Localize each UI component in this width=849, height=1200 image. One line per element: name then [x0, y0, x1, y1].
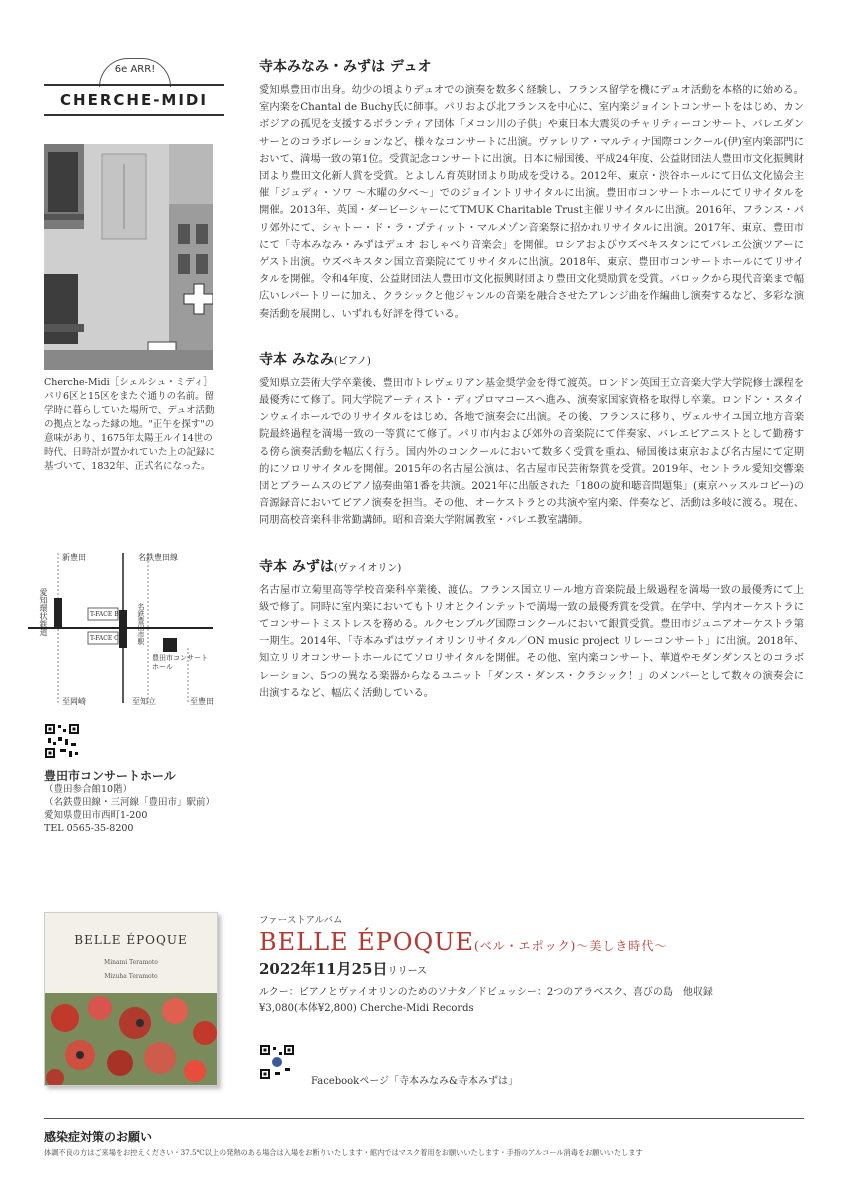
section-heading: 寺本みなみ・みずは デュオ: [259, 59, 432, 75]
map-label-meitetsu: 名鉄豊田線: [138, 553, 178, 562]
facebook-page-label: Facebookページ「寺本みなみ&寺本みずは」: [311, 1076, 518, 1087]
notice-heading: 感染症対策のお願い: [44, 1130, 153, 1144]
venue-name: 豊田市コンサートホール: [44, 769, 176, 783]
minami-section: [259, 349, 804, 530]
album-cover: [44, 912, 218, 1086]
album-title: BELLE ÉPOQUE(ベル・エポック)～美しき時代～: [259, 928, 668, 956]
album-cover-artist-1: Minami Teramoto: [104, 959, 158, 966]
logo-badge: 6e ARR!: [99, 58, 171, 87]
street-photo: [44, 144, 213, 370]
album-price: ¥3,080(本体¥2,800) Cherche-Midi Records: [259, 1003, 474, 1014]
section-body: 愛知県豊田市出身。幼少の頃よりデュオでの演奏を数多く経験し、フランス留学を機にデュオ活動を本格的に始める。室内楽をChantal de Buchy氏に師事。パリおよび北フランスを中心に、室内楽ジョイントコンサートをはじめ、カンボジアの孤児を支援するボランティア団体「メコン川の子供」や東日本大震災のチャリティーコンサート、バレエダンサーとのコラボレーションなど、様々なコンサートに出演。ヴァレリア・マルティナ国際コンクール(伊)室内楽部門において、満場一致の第1位。受賞記念コンサートに出演。日本に帰国後、平成24年度、公益財団法人豊田市文化振興財団より豊田文化新人賞を受賞。とよしん育英財団より助成を受ける。2012年、東京・渋谷ホールにて日仏文化協会主催「ジュディ・ソワ ～木曜の夕べ～」でのジョイントリサイタルに出演。豊田市コンサートホールにてリサイタルを開催。2013年、英国・ダービーシャーにてTMUK Charitable Trust主催リサイタルに出演。2016年、フランス・パリ郊外にて、シャトー・ド・ラ・プティット・マルメゾン音楽祭に招かれリサイタルに出演。2017年、東京、豊田市にて「寺本みなみ・みずはデュオ おしゃべり音楽会」を開催。ロシアおよびウズベキスタンにてバレエ公演ツアーにゲスト出演。ウズベキスタン国立音楽院にてリサイタルに出演。2018年、東京、豊田市コンサートホールにてリサイタルを開催。令和4年度、公益財団法人豊田市文化振興財団より豊田文化奨励賞を受賞。バロックから現代音楽まで幅広いレパートリーに加え、クラシックと他ジャンルの音楽を融合させたアレンジ曲を作編曲し演奏するなど、多彩な演奏活動を展開し、いずれも好評を得ている。: [259, 84, 804, 320]
map-label-shintoyota: 新豊田: [62, 553, 86, 562]
map-label-concert-hall: 豊田市コンサートホール: [152, 654, 208, 671]
map-label-tface-b: T-FACE B: [90, 611, 119, 618]
album-tracks: ルクー：ピアノとヴァイオリンのためのソナタ／ドビュッシー：2つのアラベスク、喜びの島 他収録: [259, 987, 713, 998]
release-date: 2022年11月25日リリース: [259, 960, 427, 978]
map-label-tface-c: T-FACE C: [90, 635, 119, 642]
venue-info: [44, 770, 229, 835]
map-label-chiryu: 至知立: [132, 697, 156, 706]
section-body: 愛知県立芸術大学卒業後、豊田市トレヴェリアン基金奨学金を得て渡英。ロンドン英国王立音楽大学大学院修士課程を最優秀にて修了。同大学院アーティスト・ディプロマコースへ進み、演奏家国家資格を取得し卒業。ロンドン・スタインウェイホールでのリサイタルをはじめ、各地で演奏会に出演。その後、フランスに移り、ヴェルサイユ国立地方音楽院最終過程を満場一致の一等賞にて修了。パリ市内および郊外の音楽院にて伴奏家、バレエピアニストとして勤務する傍ら演奏活動を幅広く行う。国内外のコンクールにおいて数多く受賞を重ね、帰国後は東京および名古屋にて定期的にソロリサイタルを開催。2015年の名古屋公演は、名古屋市民芸術祭賞を受賞。2019年、セントラル愛知交響楽団とブラームスのピアノ協奏曲第1番を共演。2021年に出版された「180の旋和聴音問題集」(東京ハッスルコピー)の音源録音においてピアノ演奏を担当。その他、オーケストラとの共演や室内楽、伴奏など、活動は多岐に渡る。現在、同朋高校音楽科非常勤講師。昭和音楽大学附属教室・バレエ教室講師。: [259, 376, 804, 527]
album-cover-title: BELLE ÉPOQUE: [74, 933, 188, 947]
album-info: [259, 912, 804, 1017]
section-heading: 寺本 みずは(ヴァイオリン): [259, 558, 402, 575]
map-label-aikan: 愛知環状鉄道: [39, 588, 48, 636]
venue-address: 愛知県豊田市西町1-200: [44, 810, 148, 821]
logo-name: CHERCHE-MIDI: [44, 84, 224, 116]
duo-section: [259, 56, 804, 323]
venue-qr-code[interactable]: [44, 723, 80, 763]
venue-access: （名鉄豊田線・三河線「豊田市」駅前）: [44, 797, 216, 808]
map-label-toyota: 至豊田: [190, 697, 214, 706]
notice-divider: [44, 1118, 804, 1119]
street-photo-drawing: [44, 144, 213, 370]
section-body: 名古屋市立菊里高等学校音楽科卒業後、渡仏。フランス国立リール地方音楽院最上級過程を満場一致の最優秀にて上級で修了。同時に室内楽においてもトリオとクインテットで満場一致の最優秀賞を受賞。在学中、学内オーケストラにてコンサートミストレスを務める。ルクセンブルグ国際コンクールにおいて銀賞受賞。豊田市ジュニアオーケストラ第一期生。2014年、「寺本みずはヴァイオリンリサイタル／ON music project リレーコンサート」に出演。2018年、知立リリオコンサートホールにてソロリサイタルを開催。その他、室内楽コンサート、華道やモダンダンスとのコラボレーション、5つの異なる楽器からなるユニット「ダンス・ダンス・クラシック！」のメンバーとして数々の演奏会に出演するなど、幅広く活動している。: [259, 583, 804, 699]
photo-caption: Cherche-Midi［シェルシュ・ミディ］パリ6区と15区をまたぐ通りの名前。留学時に暮らしていた場所で、デュオ活動の拠点となった縁の地。"正午を探す"の意味があり、1675年太陽王ルイ14世の時代、日時計が置かれていた上の記録に基づいて、1832年、正式名になった。: [44, 377, 216, 472]
venue-tel: TEL 0565-35-8200: [44, 823, 134, 834]
album-kicker: ファーストアルバム: [259, 915, 343, 926]
album-cover-flowers: [45, 993, 217, 1085]
facebook-qr-code[interactable]: [259, 1044, 295, 1080]
mizuha-section: [259, 556, 804, 702]
venue-floor: （豊田参合館10階）: [44, 784, 133, 795]
biography: [259, 56, 804, 728]
album-cover-artist-2: Mizuha Teramoto: [104, 973, 158, 980]
notice-text: 体調不良の方はご来場をお控えください・37.5℃以上の発熱のある場合は入場をお断りいたします・館内ではマスク着用をお願いいたします・手指のアルコール消毒をお願いいたします: [44, 1148, 643, 1157]
access-map: [28, 548, 218, 708]
map-label-okazaki: 至岡崎: [62, 697, 86, 706]
section-heading: 寺本 みなみ(ピアノ): [259, 351, 371, 368]
facebook-block: [259, 1044, 659, 1087]
cherche-midi-logo: [44, 58, 224, 114]
map-label-station: 名鉄豊田市駅: [137, 603, 145, 645]
